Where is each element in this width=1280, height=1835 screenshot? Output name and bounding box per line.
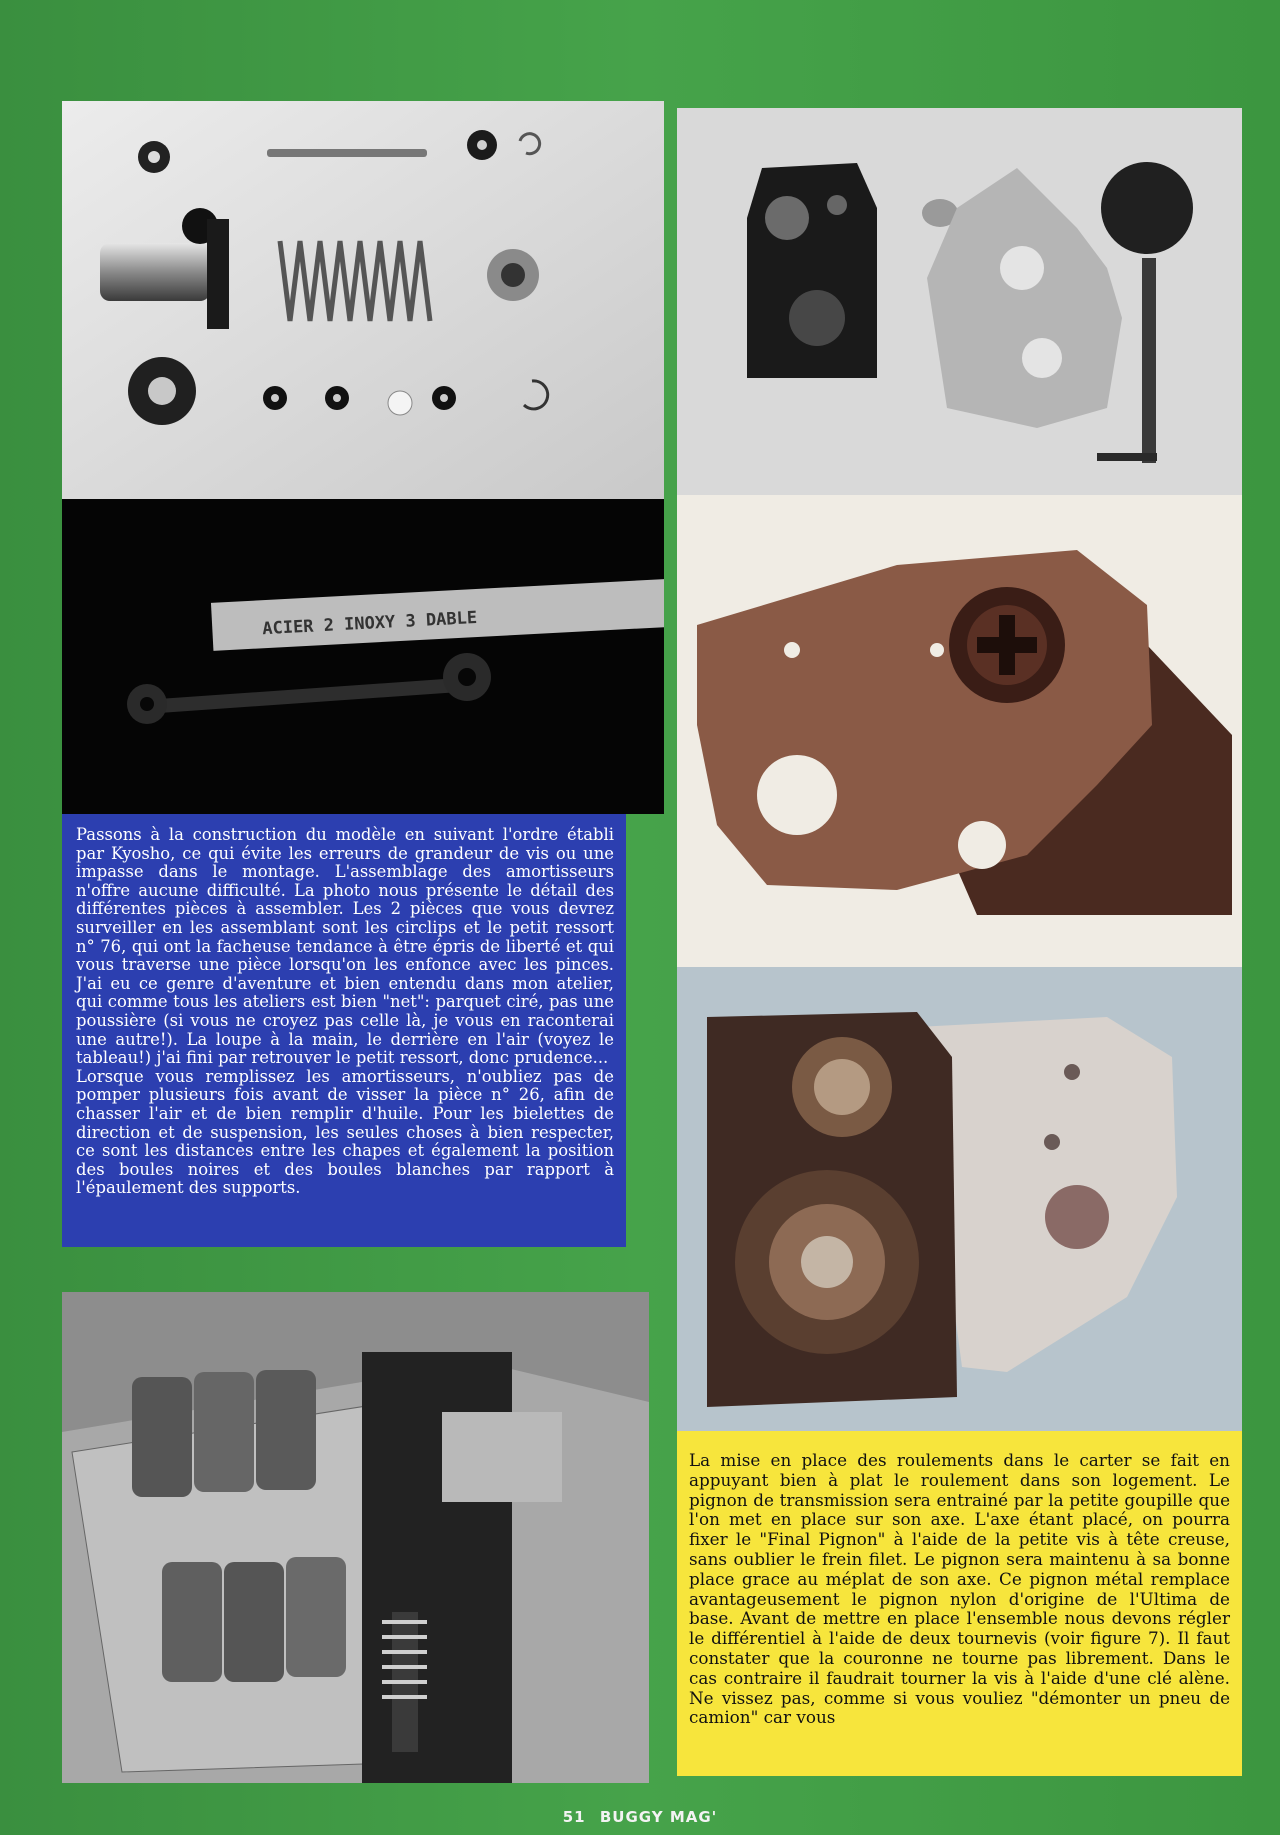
gear-plate-image <box>677 495 1242 967</box>
photo-gear-plate <box>677 495 1242 967</box>
construction-text-box <box>62 814 626 1247</box>
page-footer <box>0 1808 1280 1826</box>
photo-link-rod <box>62 499 664 814</box>
gearbox-parts-image <box>677 108 1242 495</box>
ruler-label: ACIER 2 INOXY 3 DABLE <box>261 607 478 640</box>
yellow-paragraph: La mise en place des roulements dans le carter se fait en appuyant bien à plat le roulement dans son logement. Le pignon de transmission sera entrainé par la petite goupille que l'on met en place sur son axe. L'axe étant placé, on pourra fixer le "Final Pignon" à l'aide de la petite vis à tête creuse, sans oublier le frein filet. Le pignon sera maintenu à sa bonne place grace au méplat de son axe. Ce pignon métal remplace avantageusement le pignon nylon d'origine de l'Ultima de base. Avant de mettre en place l'ensemble nous devons régler le différentiel à l'aide de deux tournevis (voir figure 7). Il faut constater que la couronne ne tourne pas librement. Dans le cas contraire il faudrait tourner la vis à l'aide d'une clé alène. Ne vissez pas, comme si vous vouliez "démonter un pneu de camion" car vous <box>689 1450 1230 1728</box>
chassis-image <box>62 1292 649 1783</box>
photo-gearbox-parts <box>677 108 1242 495</box>
link-rod-image <box>62 499 664 814</box>
page-number: 51 <box>562 1808 586 1826</box>
photo-chassis-batteries <box>62 1292 649 1783</box>
photo-gears-housing <box>677 967 1242 1431</box>
shock-parts-image <box>62 101 664 499</box>
bearing-text-box <box>677 1431 1242 1776</box>
blue-paragraph-2: Lorsque vous remplissez les amortisseurs, n'oubliez pas de pomper plusieurs fois avant de visser la pièce n° 26, afin de chasser l'air et de bien remplir d'huile. Pour les bielettes de direction et de suspension, les seules choses à bien respecter, ce sont les distances entre les chapes et également la position des boules noires et des boules blanches par rapport à l'épaulement des supports. <box>76 1066 614 1198</box>
magazine-name: BUGGY MAG' <box>599 1808 718 1826</box>
photo-shock-parts <box>62 101 664 499</box>
blue-paragraph-1: Passons à la construction du modèle en suivant l'ordre établi par Kyosho, ce qui évite les erreurs de grandeur de vis ou une impasse dans le montage. L'assemblage des amortisseurs n'offre aucune difficulté. La photo nous présente le détail des différentes pièces à assembler. Les 2 pièces que vous devrez surveiller en les assemblant sont les circlips et le petit ressort n° 76, qui ont la facheuse tendance à être épris de liberté et qui vous traverse une pièce lorsqu'on les enfonce avec les pinces. J'ai eu ce genre d'aventure et bien entendu dans mon atelier, qui comme tous les ateliers est bien "net": parquet ciré, pas une poussière (si vous ne croyez pas celle là, je vous en raconterai une autre!). La loupe à la main, le derrière en l'air (voyez le tableau!) j'ai fini par retrouver le petit ressort, donc prudence... <box>76 825 614 1068</box>
gears-housing-image <box>677 967 1242 1431</box>
